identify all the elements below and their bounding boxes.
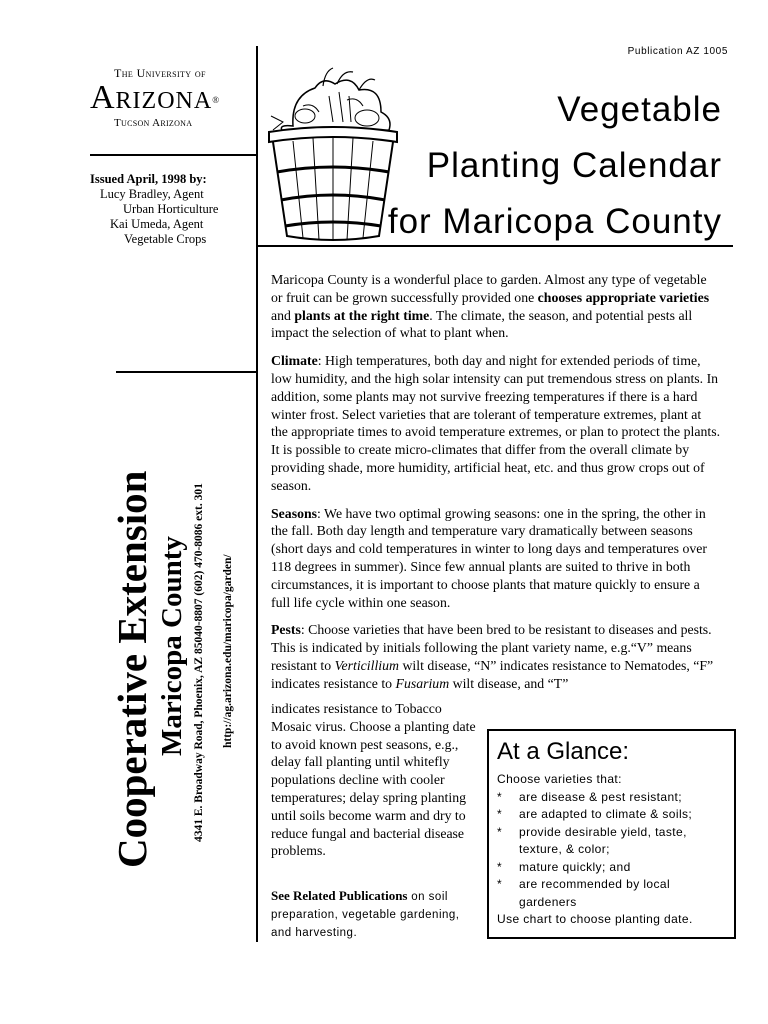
glance-list xyxy=(497,789,726,912)
climate-paragraph: Climate: High temperatures, both day and night for extended periods of time, low humidity, and the high solar intensity can put tremendous stress on plants. In addition, some plants may not survive freezing temperatures if there is a hard winter frost. Select varieties that are tolerant of temperature extremes, plant at the appropriate times to avoid temperature extremes, or plan to protect the plants. It is possible to create micro-climates that differ from the overall climate by providing shade, more humidity, artificial heat, etc. and thus grow crops out of season. xyxy=(271,353,721,493)
glance-outro: Use chart to choose planting date. xyxy=(497,912,693,926)
glance-title: At a Glance: xyxy=(497,738,630,765)
issued-line: Lucy Bradley, Agent xyxy=(100,187,204,201)
list-item: * mature quickly; and xyxy=(497,859,726,877)
university-logo xyxy=(90,66,250,129)
website-link[interactable]: http://ag.arizona.edu/maricopa/garden/ xyxy=(222,554,234,748)
vegetable-basket-icon xyxy=(263,66,403,242)
intro-paragraph: Maricopa County is a wonderful place to garden. Almost any type of vegetable or fruit can be grown successfully provided one chooses appropriate varieties and plants at the right time. The climate, the season, and potential pests all impact the selection of what to plant when. xyxy=(271,272,710,341)
cooperative-extension-title: Cooperative Extension xyxy=(109,470,155,868)
pests-continued: indicates resistance to Tobacco Mosaic virus. Choose a planting date to avoid known pest seasons, e.g., delay fall planting until whitefly populations decline with cooler temperatures; delay spring planting until soils become warm and dry to reduce fungal and bacterial disease problems. xyxy=(271,701,476,859)
vertical-divider xyxy=(256,46,258,942)
issued-line: Urban Horticulture xyxy=(123,202,219,216)
office-address: 4341 E. Broadway Road, Phoenix, AZ 85040-8807 (602) 470-8086 ext. 301 xyxy=(193,483,205,842)
title-line: Planting Calendar xyxy=(426,146,722,185)
title-line: for Maricopa County xyxy=(387,202,722,241)
seasons-paragraph: Seasons: We have two optimal growing seasons: one in the spring, the other in the fall. Both day length and temperature vary dramatically between seasons (short days and cold temperatures in winter to long days and temperatures over 118 degrees in summer). Since few annual plants are suited to thrive in both circumstances, it is important to choose plants that mature quickly to ensure a full life cycle within one season. xyxy=(271,505,708,610)
issued-line: Kai Umeda, Agent xyxy=(110,217,204,231)
list-item: * are adapted to climate & soils; xyxy=(497,806,726,824)
publication-number: Publication AZ 1005 xyxy=(627,46,728,57)
issued-by xyxy=(90,172,252,247)
main-text xyxy=(271,271,721,703)
logo-city: Tucson Arizona xyxy=(114,117,193,130)
issued-heading: Issued April, 1998 by: xyxy=(90,172,207,186)
at-a-glance-box xyxy=(487,729,736,939)
title-line: Vegetable xyxy=(557,90,722,129)
left-divider-top xyxy=(90,154,256,156)
related-publications: See Related Publications on soil preparation, vegetable gardening, and harvesting. xyxy=(271,888,460,939)
logo-arizona: Arizona® xyxy=(90,79,221,116)
logo-the-university-of: The University of xyxy=(114,66,206,80)
list-item: * provide desirable yield, taste, texture, & color; xyxy=(497,824,726,859)
glance-intro: Choose varieties that: xyxy=(497,772,622,786)
left-divider-mid xyxy=(116,371,256,373)
list-item: * are recommended by local gardeners xyxy=(497,876,726,911)
pests-paragraph: Pests: Choose varieties that have been bred to be resistant to diseases and pests. This is indicated by initials following the plant variety name, e.g.“V” means resistant to Verticillium wilt disease, “N” indicates resistance to Nematodes, “F” indicates resistance to Fusarium wilt disease, and “T” xyxy=(271,622,714,691)
page-title xyxy=(388,82,722,250)
list-item: * are disease & pest resistant; xyxy=(497,789,726,807)
issued-line: Vegetable Crops xyxy=(124,232,207,246)
county-name: Maricopa County xyxy=(156,536,188,756)
